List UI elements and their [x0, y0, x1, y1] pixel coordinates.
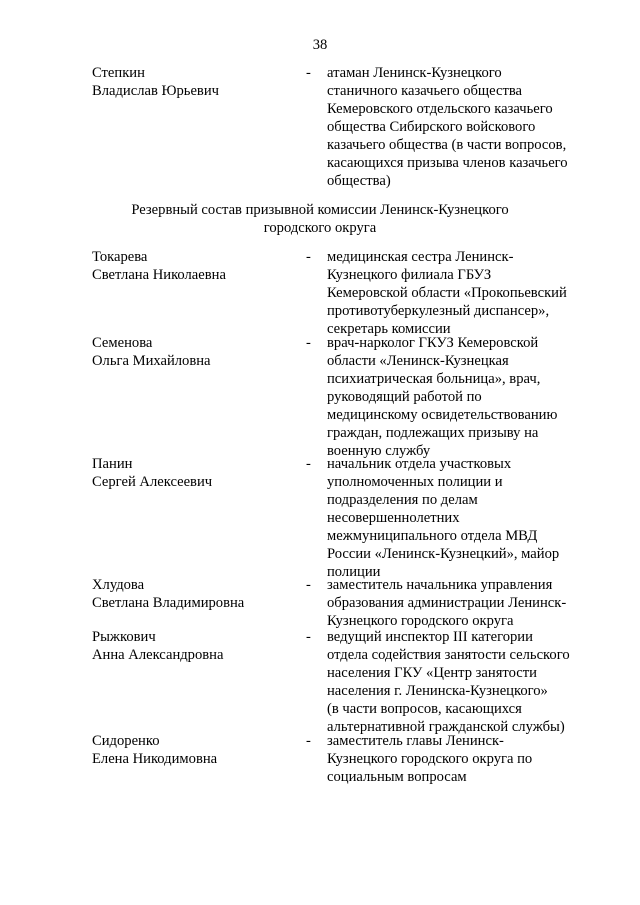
separator-dash: -: [306, 65, 311, 81]
member-given-names: Анна Александровна: [92, 647, 224, 663]
section-title-line: Резервный состав призывной комиссии Ленинск-Кузнецкого: [131, 202, 509, 218]
member-surname: Хлудова: [92, 577, 145, 593]
position-line: (в части вопросов, касающихся: [327, 701, 522, 717]
member-surname: Семенова: [92, 335, 153, 351]
separator-dash: -: [306, 733, 311, 749]
position-line: населения ГКУ «Центр занятости: [327, 665, 537, 681]
position-line: руководящий работой по: [327, 389, 482, 405]
member-name: [92, 576, 302, 612]
position-line: области «Ленинск-Кузнецкая: [327, 353, 509, 369]
member-name: [92, 64, 302, 100]
position-line: альтернативной гражданской службы): [327, 719, 565, 735]
member-given-names: Светлана Николаевна: [92, 267, 226, 283]
member-name: [92, 732, 302, 768]
position-line: касающихся призыва членов казачьего: [327, 155, 568, 171]
position-line: Кузнецкого городского округа по: [327, 751, 533, 767]
member-name: [92, 334, 302, 370]
member-position: [327, 732, 592, 786]
position-line: уполномоченных полиции и: [327, 474, 503, 490]
page-number: 38: [312, 37, 328, 53]
separator-dash: -: [306, 629, 311, 645]
position-line: подразделения по делам: [327, 492, 478, 508]
member-surname: Степкин: [92, 65, 145, 81]
section-title-line: городского округа: [263, 220, 377, 236]
section-title: [0, 201, 640, 237]
position-line: начальник отдела участковых: [327, 456, 512, 472]
position-line: образования администрации Ленинск-: [327, 595, 567, 611]
position-line: несовершеннолетних: [327, 510, 460, 526]
member-surname: Сидоренко: [92, 733, 160, 749]
position-line: Кузнецкого филиала ГБУЗ: [327, 267, 492, 283]
position-line: медицинская сестра Ленинск-: [327, 249, 514, 265]
position-line: населения г. Ленинска-Кузнецкого»: [327, 683, 548, 699]
position-line: врач-нарколог ГКУЗ Кемеровской: [327, 335, 539, 351]
position-line: общества Сибирского войскового: [327, 119, 536, 135]
member-position: [327, 248, 592, 338]
separator-dash: -: [306, 249, 311, 265]
position-line: противотуберкулезный диспансер»,: [327, 303, 550, 319]
position-line: атаман Ленинск-Кузнецкого: [327, 65, 502, 81]
separator-dash: -: [306, 577, 311, 593]
member-surname: Рыжкович: [92, 629, 156, 645]
member-name: [92, 455, 302, 491]
member-given-names: Владислав Юрьевич: [92, 83, 219, 99]
position-line: заместитель начальника управления: [327, 577, 553, 593]
position-line: отдела содействия занятости сельского: [327, 647, 570, 663]
member-position: [327, 455, 592, 581]
position-line: ведущий инспектор III категории: [327, 629, 533, 645]
position-line: медицинскому освидетельствованию: [327, 407, 558, 423]
position-line: граждан, подлежащих призыву на: [327, 425, 539, 441]
member-position: [327, 628, 592, 736]
member-given-names: Светлана Владимировна: [92, 595, 245, 611]
member-given-names: Сергей Алексеевич: [92, 474, 213, 490]
position-line: военную службу: [327, 443, 431, 459]
separator-dash: -: [306, 456, 311, 472]
position-line: межмуниципального отдела МВД: [327, 528, 538, 544]
position-line: Кемеровской области «Прокопьевский: [327, 285, 567, 301]
member-given-names: Ольга Михайловна: [92, 353, 211, 369]
member-position: [327, 576, 592, 630]
position-line: Кузнецкого городского округа: [327, 613, 514, 629]
member-position: [327, 334, 592, 460]
member-surname: Токарева: [92, 249, 148, 265]
position-line: Кемеровского отдельского казачьего: [327, 101, 553, 117]
position-line: социальным вопросам: [327, 769, 467, 785]
member-given-names: Елена Никодимовна: [92, 751, 218, 767]
position-line: заместитель главы Ленинск-: [327, 733, 504, 749]
member-name: [92, 628, 302, 664]
position-line: России «Ленинск-Кузнецкий», майор: [327, 546, 560, 562]
member-position: [327, 64, 592, 190]
member-surname: Панин: [92, 456, 133, 472]
member-name: [92, 248, 302, 284]
position-line: психиатрическая больница», врач,: [327, 371, 541, 387]
position-line: станичного казачьего общества: [327, 83, 523, 99]
position-line: казачьего общества (в части вопросов,: [327, 137, 567, 153]
position-line: секретарь комиссии: [327, 321, 451, 337]
position-line: общества): [327, 173, 391, 189]
separator-dash: -: [306, 335, 311, 351]
position-line: полиции: [327, 564, 381, 580]
